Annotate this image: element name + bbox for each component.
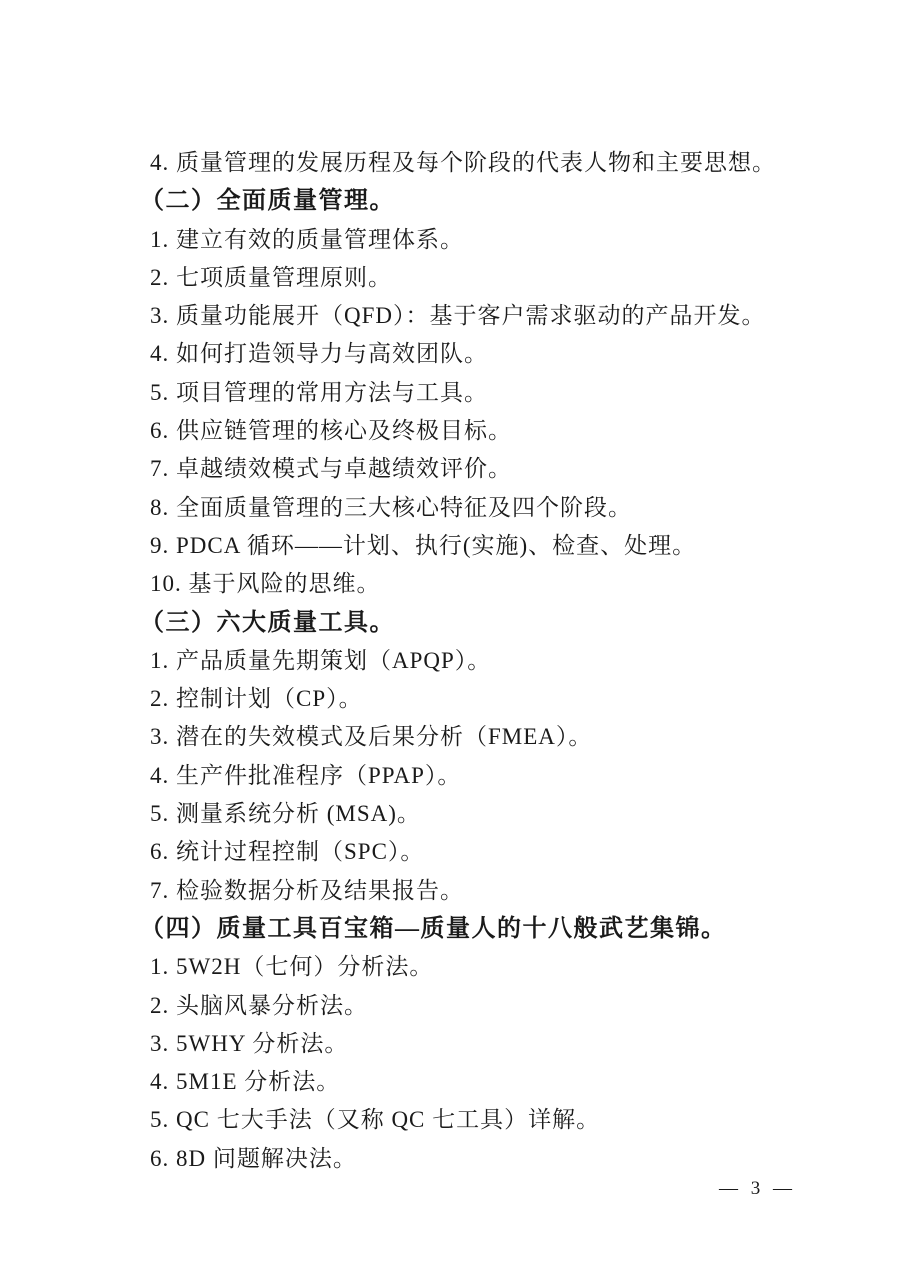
- list-item: 4. 质量管理的发展历程及每个阶段的代表人物和主要思想。: [150, 150, 776, 175]
- list-item: 6. 8D 问题解决法。: [150, 1145, 357, 1171]
- list-item: 8. 全面质量管理的三大核心特征及四个阶段。: [150, 494, 632, 520]
- list-item: 5. 测量系统分析 (MSA)。: [150, 801, 421, 827]
- list-item: 3. 潜在的失效模式及后果分析（FMEA）。: [150, 724, 593, 750]
- section-heading: （三）六大质量工具。: [140, 609, 395, 636]
- list-item: 5. QC 七大手法（又称 QC 七工具）详解。: [150, 1107, 601, 1133]
- list-item: 1. 建立有效的质量管理体系。: [150, 226, 464, 252]
- list-item: 3. 质量功能展开（QFD）：基于客户需求驱动的产品开发。: [150, 303, 766, 329]
- list-item: 4. 5M1E 分析法。: [150, 1069, 341, 1095]
- list-item: 7. 检验数据分析及结果报告。: [150, 877, 464, 903]
- list-item: 9. PDCA 循环——计划、执行(实施)、检查、处理。: [150, 532, 697, 558]
- list-item: 6. 供应链管理的核心及终极目标。: [150, 418, 512, 444]
- list-item: 1. 产品质量先期策划（APQP）。: [150, 647, 492, 673]
- list-item: 4. 如何打造领导力与高效团队。: [150, 341, 488, 367]
- list-item: 1. 5W2H（七何）分析法。: [150, 954, 434, 980]
- list-item: 7. 卓越绩效模式与卓越绩效评价。: [150, 456, 512, 482]
- page-number: — 3 —: [719, 1178, 796, 1199]
- section-heading: （二）全面质量管理。: [140, 188, 395, 215]
- list-item: 2. 头脑风暴分析法。: [150, 992, 368, 1018]
- list-item: 6. 统计过程控制（SPC）。: [150, 839, 425, 865]
- list-item: 2. 控制计划（CP）。: [150, 686, 363, 712]
- list-item: 2. 七项质量管理原则。: [150, 264, 392, 290]
- document-body: [140, 144, 810, 1178]
- list-item: 5. 项目管理的常用方法与工具。: [150, 379, 488, 405]
- section-heading: （四）质量工具百宝箱—质量人的十八般武艺集锦。: [140, 915, 727, 942]
- list-item: 4. 生产件批准程序（PPAP）。: [150, 762, 462, 788]
- list-item: 10. 基于风险的思维。: [150, 571, 381, 597]
- list-item: 3. 5WHY 分析法。: [150, 1030, 349, 1056]
